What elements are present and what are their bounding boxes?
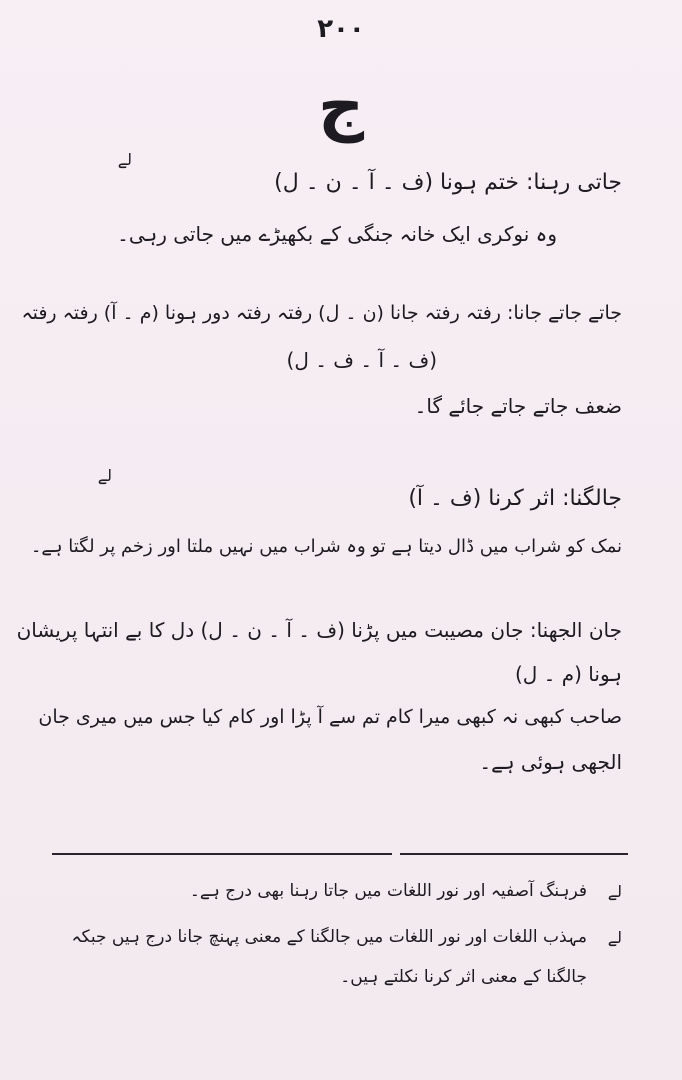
entry-3-footnote-mark: لے [97, 466, 112, 485]
footnote-1-text: فرہنگ آصفیہ اور نور اللغات میں جاتا رہنا بھی درج ہے۔ [189, 881, 587, 901]
entry-4-line-2: ہونا (م ۔ ل) [514, 662, 622, 686]
entry-1-example: وہ نوکری ایک خانہ جنگی کے بکھیڑے میں جاتی رہی۔ [117, 222, 557, 246]
footnote-1-mark: لے [607, 882, 622, 901]
footnote-2-line-2: جالگنا کے معنی اثر کرنا نکلتے ہیں۔ [340, 967, 587, 987]
entry-2-example: ضعف جاتے جاتے جائے گا۔ [414, 394, 622, 418]
page-number: ۲۰۰ [317, 14, 365, 44]
section-letter-heading: ج [317, 70, 365, 144]
footnote-rule-left [52, 853, 392, 855]
footnote-2-line-1: مہذب اللغات اور نور اللغات میں جالگنا کے معنی پہنچ جانا درج ہیں جبکہ [71, 927, 587, 947]
entry-3-example: نمک کو شراب میں ڈال دیتا ہے تو وہ شراب میں نہیں ملتا اور زخم پر لگتا ہے۔ [30, 536, 622, 557]
entry-3-headword-line: جالگنا: اثر کرنا (ف ۔ آ) [408, 486, 622, 511]
entry-1-headword-line: جاتی رہنا: ختم ہونا (ف ۔ آ ۔ ن ۔ ل) [274, 170, 622, 195]
footnote-2-mark: لے [607, 928, 622, 947]
entry-1-footnote-mark: لے [117, 150, 132, 169]
entry-2-line-2: (ف ۔ آ ۔ ف ۔ ل) [286, 348, 437, 372]
entry-2-headword-line: جاتے جاتے جانا: رفتہ رفتہ جانا (ن ۔ ل) رفتہ رفتہ دور ہونا (م ۔ آ) رفتہ رفتہ [21, 302, 622, 324]
entry-4-example-line-1: صاحب کبھی نہ کبھی میرا کام تم سے آ پڑا اور کام کیا جس میں میری جان [38, 706, 622, 728]
entry-4-example-line-2: الجھی ہوئی ہے۔ [479, 750, 622, 774]
footnote-rule-right [400, 853, 628, 855]
entry-4-headword-line: جان الجھنا: جان مصیبت میں پڑنا (ف ۔ آ ۔ ن ۔ ل) دل کا بے انتہا پریشان [16, 618, 622, 642]
